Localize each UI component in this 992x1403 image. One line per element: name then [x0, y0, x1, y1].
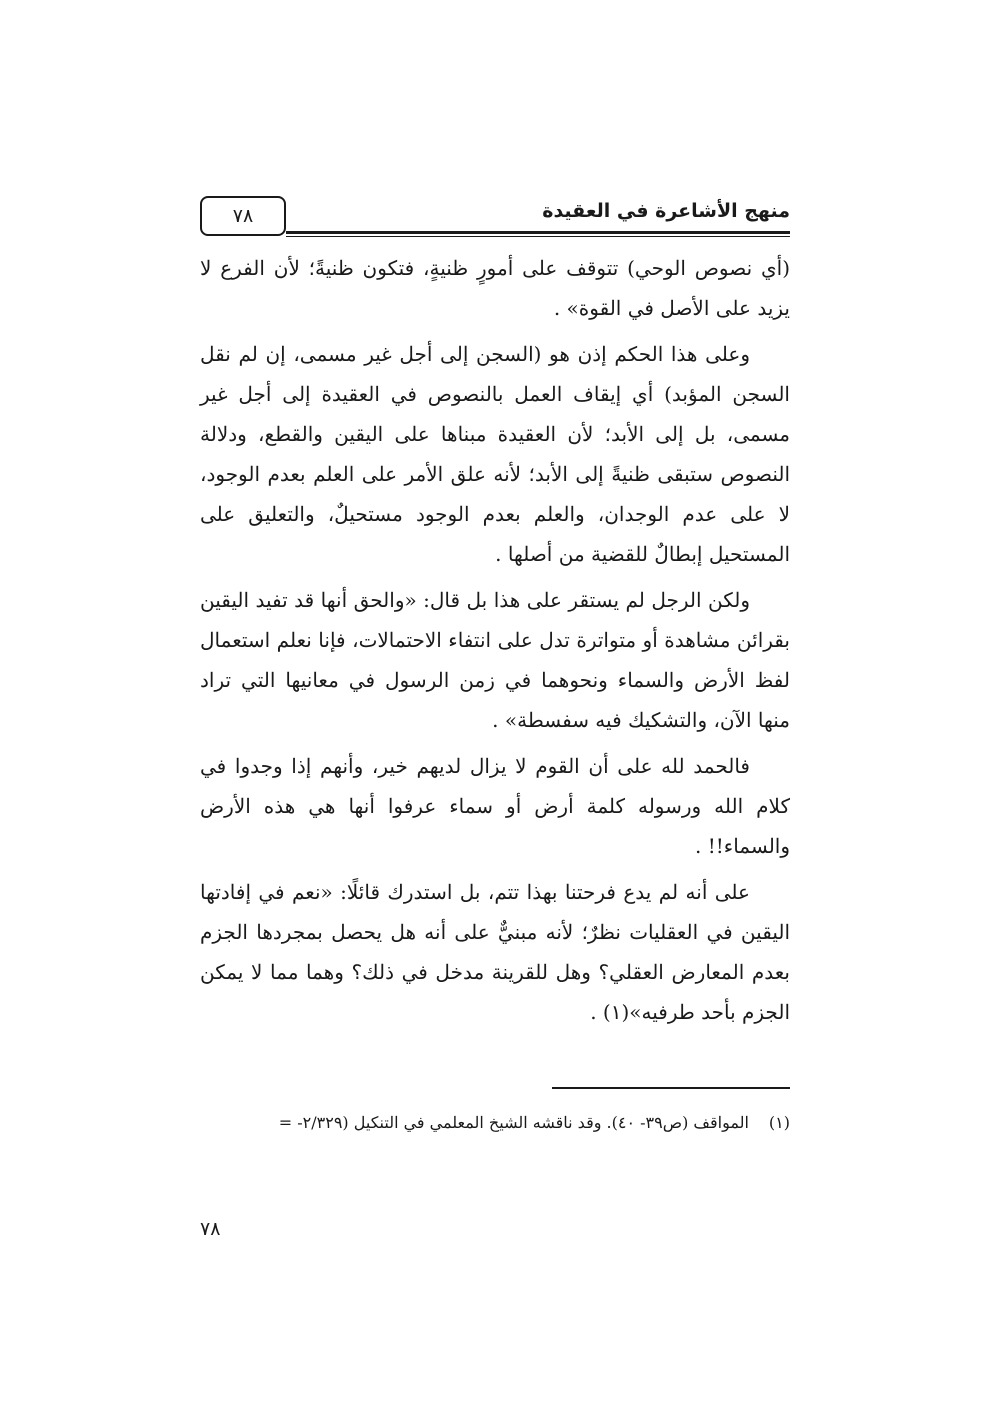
- paragraph-continuation: (أي نصوص الوحي) تتوقف على أمورٍ ظنيةٍ، فتكون ظنيةً؛ لأن الفرع لا يزيد على الأصل في القوة» .: [200, 256, 790, 320]
- paragraph: وعلى هذا الحكم إذن هو (السجن إلى أجل غير مسمى، إن لم نقل السجن المؤبد) أي إيقاف العمل بالنصوص في العقيدة إلى أجل غير مسمى، بل إلى الأبد؛ لأن العقيدة مبناها على اليقين والقطع، ودلالة النصوص ستبقى ظنيةً إلى الأبد؛ لأنه علق الأمر على العلم بعدم الوجود، لا على عدم الوجدان، والعلم بعدم الوجود مستحيلٌ، والتعليق على المستحيل إبطالٌ للقضية من أصلها .: [200, 342, 790, 566]
- footer-page-number: ٧٨: [200, 1218, 221, 1240]
- paragraph: فالحمد لله على أن القوم لا يزال لديهم خير، وأنهم إذا وجدوا في كلام الله ورسوله كلمة أرض أو سماء عرفوا أنها هي هذه الأرض والسماء!! .: [200, 754, 790, 858]
- header-rule-thick: [286, 231, 790, 234]
- running-title: منهج الأشاعرة في العقيدة: [542, 200, 790, 222]
- paragraph: ولكن الرجل لم يستقر على هذا بل قال: «والحق أنها قد تفيد اليقين بقرائن مشاهدة أو متواترة تدل على انتفاء الاحتمالات، فإنا نعلم استعمال لفظ الأرض والسماء ونحوهما في زمن الرسول في معانيها التي تراد منها الآن، والتشكيك فيه سفسطة» .: [200, 588, 790, 732]
- footnote: [200, 1110, 790, 1136]
- footnote-text: المواقف (ص٣٩- ٤٠). وقد ناقشه الشيخ المعلمي في التنكيل (٢/٣٢٩- =: [278, 1113, 749, 1132]
- header-page-number: ٧٨: [200, 196, 286, 236]
- page-header: [200, 196, 790, 242]
- main-text: [200, 248, 790, 1032]
- footnote-marker: (١): [768, 1113, 790, 1132]
- paragraph: على أنه لم يدع فرحتنا بهذا تتم، بل استدرك قائلًا: «نعم في إفادتها اليقين في العقليات نظرٌ؛ لأنه مبنيٌّ على أنه هل يحصل بمجردها الجزم بعدم المعارض العقلي؟ وهل للقرينة مدخل في ذلك؟ وهما مما لا يمكن الجزم بأحد طرفيه»(١) .: [200, 880, 790, 1024]
- footnote-separator: [552, 1087, 790, 1089]
- header-rule-thin: [286, 236, 790, 237]
